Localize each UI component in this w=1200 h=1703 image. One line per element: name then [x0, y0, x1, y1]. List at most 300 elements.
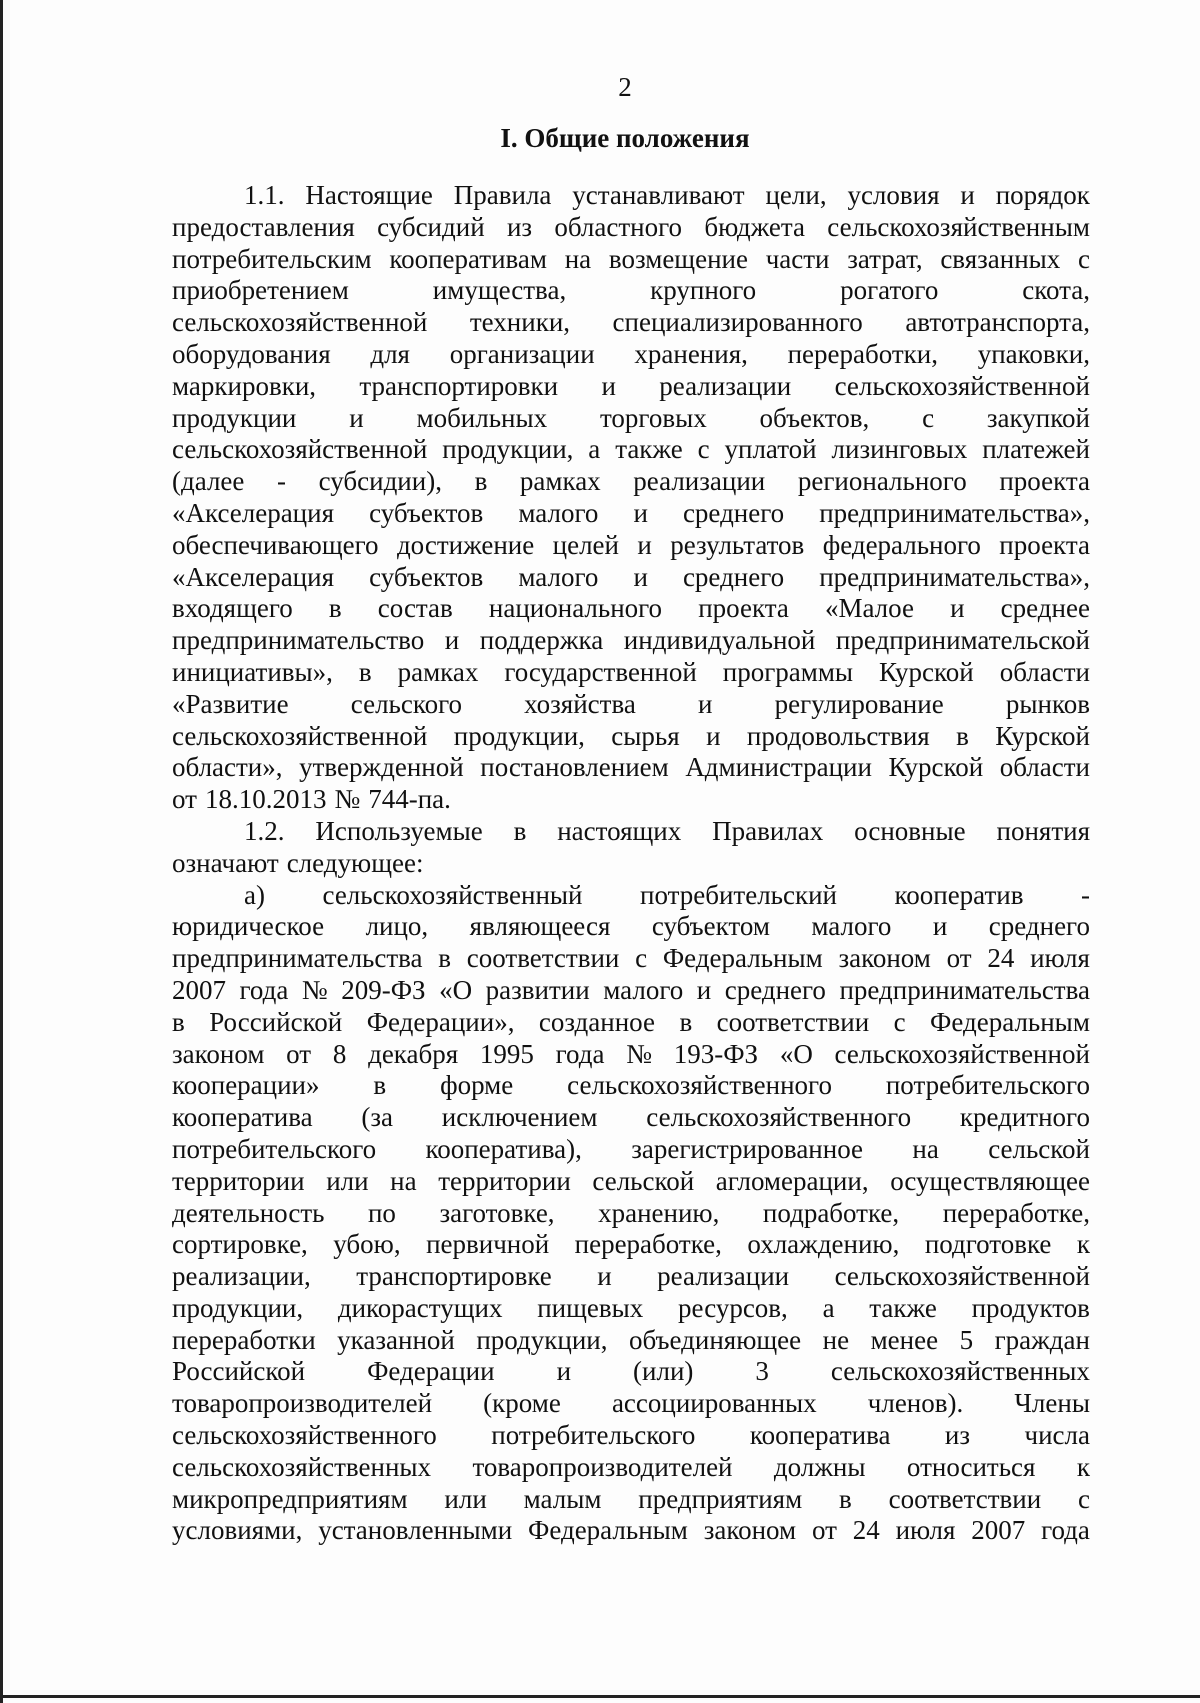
word: указанной — [337, 1324, 455, 1355]
word: крупного — [650, 275, 757, 306]
text-line — [172, 816, 1090, 848]
word: среднего — [682, 497, 785, 528]
word: оборудования — [172, 338, 331, 369]
word: декабря — [368, 1038, 459, 1069]
word: в — [839, 1483, 852, 1514]
word: и — [556, 1356, 572, 1387]
word: продукции, — [172, 1292, 304, 1323]
word: года — [1041, 1515, 1090, 1546]
word: относиться — [906, 1451, 1036, 1482]
scan-edge-left — [0, 0, 3, 1703]
word: индивидуальной — [623, 625, 816, 656]
word: также — [869, 1292, 937, 1323]
word: сельского — [350, 688, 462, 719]
word: июля — [1030, 943, 1090, 974]
word: регионального — [797, 466, 967, 497]
word: части — [765, 243, 830, 274]
word: продовольствия — [746, 720, 930, 751]
word: среднее — [1000, 593, 1090, 624]
word: достижение — [396, 529, 535, 560]
word: Настоящие — [305, 180, 433, 210]
text-line — [172, 721, 1090, 753]
word: области — [999, 752, 1090, 783]
word: законом — [703, 1515, 797, 1546]
word: малого — [811, 911, 892, 942]
word: или — [444, 1483, 487, 1514]
word: с — [922, 402, 935, 433]
word: из — [506, 211, 533, 242]
word: форме — [440, 1070, 514, 1101]
text-line — [172, 498, 1090, 530]
word: и — [950, 593, 965, 624]
word: Курской — [995, 720, 1090, 751]
word: сельскохозяйственных — [172, 1451, 432, 1482]
scan-edge-bottom — [0, 1695, 1200, 1698]
word: пищевых — [537, 1292, 644, 1323]
word: и — [633, 497, 648, 528]
word: кооператива — [172, 1102, 313, 1133]
word: понятия — [996, 815, 1090, 846]
word: товаропроизводителей — [472, 1451, 733, 1482]
word: с — [893, 1006, 906, 1037]
word: деятельность — [172, 1197, 325, 1228]
word: и — [698, 688, 713, 719]
word: территории — [172, 1165, 305, 1196]
text-line — [172, 943, 1090, 975]
word: первичной — [426, 1229, 550, 1260]
word: убою, — [333, 1229, 401, 1260]
word: сельскохозяйственной — [834, 1261, 1090, 1292]
word: юридическое — [172, 911, 325, 942]
word: предпринимательской — [835, 625, 1090, 656]
word: подработке, — [762, 1197, 900, 1228]
word: установленными — [318, 1515, 513, 1546]
word: в — [438, 943, 452, 974]
text-line — [172, 1420, 1090, 1452]
word: малого — [518, 497, 599, 528]
word: среднего — [724, 974, 826, 1005]
word: субъектов — [369, 497, 484, 528]
word: законом — [172, 1038, 265, 1069]
word: малым — [523, 1483, 602, 1514]
word: Федеральным — [662, 943, 823, 974]
document-body — [172, 180, 1090, 1547]
word: сортировке, — [172, 1229, 308, 1260]
word: «Малое — [824, 593, 914, 624]
word: 1995 — [479, 1038, 534, 1069]
word: хозяйства — [524, 688, 636, 719]
word: Федеральным — [528, 1515, 688, 1546]
word: и — [597, 1261, 612, 1292]
word: законом — [838, 943, 931, 974]
word: и — [696, 974, 712, 1005]
word: объединяющее — [628, 1324, 802, 1355]
word: в — [513, 815, 527, 846]
word: проекта — [698, 593, 789, 624]
word: года — [239, 974, 289, 1005]
word: обеспечивающего — [172, 529, 379, 560]
word: устанавливают — [572, 180, 745, 210]
word: 3 — [755, 1356, 769, 1387]
text-line — [172, 625, 1090, 657]
word: потребительского — [491, 1420, 696, 1451]
word: предпринимательства — [172, 943, 423, 974]
text-line — [172, 1134, 1090, 1166]
word: сырья — [611, 720, 680, 751]
word: предпринимательства», — [819, 561, 1090, 592]
word: Федерации — [367, 1356, 495, 1387]
word: сельскохозяйственной — [834, 1038, 1090, 1069]
text-line — [172, 1261, 1090, 1293]
word: области», — [172, 752, 283, 783]
word: членов). — [867, 1388, 964, 1419]
word: условия — [847, 180, 940, 210]
word: субсидий — [377, 211, 485, 242]
word: Российской — [172, 1356, 306, 1387]
word: основные — [854, 815, 966, 846]
word: инициативы», — [172, 656, 333, 687]
word: в — [172, 1006, 185, 1037]
page-number: 2 — [618, 72, 632, 102]
word: условиями, — [172, 1515, 303, 1546]
word: торговых — [599, 402, 707, 433]
word: субъектов — [369, 561, 484, 592]
word: (или) — [633, 1356, 694, 1387]
word: в — [956, 720, 969, 751]
word: в — [328, 593, 342, 624]
word: с — [697, 434, 710, 465]
word: маркировки, — [172, 370, 317, 401]
word: созданное — [538, 1006, 655, 1037]
word: территории — [438, 1165, 571, 1196]
word: возмещение — [608, 243, 748, 274]
word: сельской — [592, 1165, 695, 1196]
word: 18.10.2013 — [204, 784, 327, 815]
text-line — [172, 1039, 1090, 1071]
word: областного — [554, 211, 683, 242]
word: постановлением — [480, 752, 669, 783]
word: 1.2. — [244, 815, 285, 846]
text-line — [172, 1070, 1090, 1102]
word: микропредприятиям — [172, 1483, 408, 1514]
text-line — [172, 434, 1090, 466]
word: 2007 — [971, 1515, 1026, 1546]
word: реализации — [633, 466, 766, 497]
word: сельскохозяйственной — [172, 307, 428, 338]
word: и — [706, 720, 721, 751]
word: платежей — [982, 434, 1090, 465]
word: порядок — [995, 180, 1090, 210]
word: агломерации, — [715, 1165, 869, 1196]
word: утвержденной — [299, 752, 464, 783]
word: предприятиям — [638, 1483, 803, 1514]
word: кредитного — [959, 1102, 1090, 1133]
word: федерального — [822, 529, 981, 560]
text-line — [172, 403, 1090, 435]
text-line — [172, 1229, 1090, 1261]
word: с — [635, 943, 648, 974]
word: 8 — [332, 1038, 347, 1069]
word: переработке, — [574, 1229, 722, 1260]
word: лизинговых — [831, 434, 968, 465]
word: «Развитие — [172, 688, 289, 719]
text-line — [172, 180, 1090, 212]
word: от — [946, 943, 972, 974]
word: менее — [870, 1324, 939, 1355]
word: от — [286, 1038, 312, 1069]
word: сельскохозяйственного — [646, 1102, 912, 1133]
text-line — [172, 1198, 1090, 1230]
word: соответствии — [888, 1483, 1042, 1514]
word: малого — [603, 974, 684, 1005]
text-line — [172, 880, 1090, 912]
word: целей — [552, 529, 619, 560]
word: настоящих — [557, 815, 682, 846]
word: рогатого — [840, 275, 939, 306]
word: кооператива), — [425, 1133, 582, 1164]
word: затрат, — [847, 243, 923, 274]
word: к — [1076, 1451, 1090, 1482]
word: на — [390, 1165, 417, 1196]
word: Российской — [209, 1006, 343, 1037]
word: года — [555, 1038, 605, 1069]
word: также — [615, 434, 683, 465]
word: рынков — [1005, 688, 1090, 719]
word: 193-ФЗ — [673, 1038, 759, 1069]
word: (за — [361, 1102, 394, 1133]
word: 744-па. — [368, 784, 451, 815]
word: субъектом — [651, 911, 770, 942]
word: - — [1080, 879, 1090, 910]
word: по — [367, 1197, 396, 1228]
word: среднего — [988, 911, 1090, 942]
word: бюджета — [704, 211, 805, 242]
word: закупкой — [986, 402, 1090, 433]
word: июля — [895, 1515, 956, 1546]
word: потребительского — [885, 1070, 1090, 1101]
word: означают — [172, 847, 279, 878]
word: от — [172, 784, 197, 815]
word: с — [1078, 1483, 1090, 1514]
word: приобретением — [172, 275, 349, 306]
word: сельской — [988, 1133, 1090, 1164]
word: кооперации» — [172, 1070, 320, 1101]
word: а) — [244, 879, 265, 910]
word: 1.1. — [244, 180, 285, 210]
word: предпринимательства», — [819, 497, 1090, 528]
word: охлаждению, — [747, 1229, 900, 1260]
word: «Акселерация — [172, 497, 334, 528]
word: а — [822, 1292, 835, 1323]
text-line — [172, 1484, 1090, 1516]
word: кооператив — [894, 879, 1024, 910]
word: и — [633, 561, 648, 592]
word: из — [944, 1420, 971, 1451]
word: Курской — [879, 656, 974, 687]
text-line — [172, 212, 1090, 244]
word: автотранспорта, — [905, 307, 1090, 338]
word: реализации — [657, 1261, 790, 1292]
word: а — [588, 434, 601, 465]
word: сельскохозяйственной — [172, 434, 428, 465]
word: результатов — [670, 529, 805, 560]
word: Администрации — [685, 752, 872, 783]
word: среднего — [682, 561, 785, 592]
word: ассоциированных — [611, 1388, 817, 1419]
word: субсидии), — [318, 466, 442, 497]
word: сельскохозяйственного — [567, 1070, 832, 1101]
word: развитии — [485, 974, 590, 1005]
word: государственной — [504, 656, 697, 687]
word: от — [811, 1515, 837, 1546]
word: № — [626, 1038, 652, 1069]
word: поддержка — [479, 625, 604, 656]
word: Члены — [1014, 1388, 1090, 1419]
word: и — [601, 370, 616, 401]
word: связанных — [940, 243, 1061, 274]
word: проекта — [999, 466, 1090, 497]
text-line — [172, 244, 1090, 276]
word: продукции, — [442, 434, 574, 465]
word: реализации, — [172, 1261, 311, 1292]
word: транспортировки — [359, 370, 559, 401]
word: кооператива — [749, 1420, 891, 1451]
word: числа — [1024, 1420, 1090, 1451]
word: № — [301, 974, 328, 1005]
text-line — [172, 784, 1090, 816]
word: 2007 — [172, 974, 226, 1005]
word: заготовке, — [439, 1197, 555, 1228]
word: переработки, — [787, 338, 938, 369]
word: объектов, — [759, 402, 870, 433]
word: соответствии — [716, 1006, 870, 1037]
word: и — [444, 625, 460, 656]
text-line — [172, 371, 1090, 403]
word: скота, — [1022, 275, 1090, 306]
text-line — [172, 275, 1090, 307]
word: цели, — [765, 180, 827, 210]
word: к — [1076, 1229, 1090, 1260]
word: сельскохозяйственным — [827, 211, 1090, 242]
word: не — [822, 1324, 850, 1355]
word: ресурсов, — [678, 1292, 788, 1323]
word: зарегистрированное — [631, 1133, 864, 1164]
word: сельскохозяйственной — [172, 720, 428, 751]
word: в — [358, 656, 372, 687]
word: Федерации», — [366, 1006, 515, 1037]
word: кооперативам — [389, 243, 548, 274]
word: потребительского — [172, 1133, 377, 1164]
word: в — [474, 466, 488, 497]
word: продуктов — [971, 1292, 1090, 1323]
word: или — [326, 1165, 369, 1196]
word: в — [373, 1070, 387, 1101]
word: упаковки, — [977, 338, 1090, 369]
word: на — [912, 1133, 939, 1164]
word: национального — [488, 593, 663, 624]
text-line — [172, 307, 1090, 339]
word: малого — [518, 561, 599, 592]
text-line — [172, 1452, 1090, 1484]
word: и — [932, 911, 948, 942]
word: 5 — [959, 1324, 974, 1355]
word: имущества, — [432, 275, 567, 306]
word: «О — [779, 1038, 813, 1069]
word: предоставления — [172, 211, 355, 242]
text-line — [172, 1007, 1090, 1039]
word: на — [564, 243, 592, 274]
word: Курской — [888, 752, 984, 783]
text-line — [172, 848, 1090, 880]
word: исключением — [441, 1102, 598, 1133]
word: Правила — [453, 180, 552, 210]
section-heading: I. Общие положения — [500, 123, 750, 153]
word: граждан — [994, 1324, 1090, 1355]
word: должны — [773, 1451, 866, 1482]
word: рамках — [397, 656, 479, 687]
word: транспортировке — [356, 1261, 552, 1292]
word: № — [334, 784, 361, 815]
word: Используемые — [315, 815, 483, 846]
word: соответствии — [466, 943, 620, 974]
word: техники, — [469, 307, 571, 338]
word: являющееся — [469, 911, 611, 942]
word: с — [1078, 243, 1090, 274]
word: регулирование — [774, 688, 944, 719]
word: реализации — [659, 370, 792, 401]
text-line — [172, 339, 1090, 371]
text-line — [172, 562, 1090, 594]
text-line — [172, 466, 1090, 498]
word: 24 — [852, 1515, 880, 1546]
word: переработки — [172, 1324, 316, 1355]
word: Правилах — [712, 815, 824, 846]
word: подготовке — [924, 1229, 1052, 1260]
word: в — [679, 1006, 693, 1037]
word: области — [999, 656, 1090, 687]
text-line — [172, 657, 1090, 689]
word: программы — [722, 656, 854, 687]
text-line — [172, 1325, 1090, 1357]
text-line — [172, 1166, 1090, 1198]
word: проекта — [999, 529, 1090, 560]
word: (кроме — [483, 1388, 561, 1419]
word: товаропроизводителей — [172, 1388, 433, 1419]
word: рамках — [519, 466, 601, 497]
word: «Акселерация — [172, 561, 334, 592]
word: входящего — [172, 593, 293, 624]
text-line — [172, 530, 1090, 562]
word: предпринимательства — [839, 974, 1090, 1005]
text-line — [172, 1293, 1090, 1325]
word: и — [960, 180, 975, 210]
word: специализированного — [612, 307, 863, 338]
word: сельскохозяйственной — [834, 370, 1090, 401]
word: сельскохозяйственных — [830, 1356, 1090, 1387]
word: хранению, — [598, 1197, 720, 1228]
word: 209-ФЗ — [341, 974, 426, 1005]
word: Федеральным — [930, 1006, 1090, 1037]
word: (далее — [172, 466, 245, 497]
word: дикорастущих — [337, 1292, 503, 1323]
word: уплатой — [724, 434, 817, 465]
text-line — [172, 1515, 1090, 1547]
word: организации — [449, 338, 595, 369]
text-line — [172, 593, 1090, 625]
word: осуществляющее — [890, 1165, 1090, 1196]
word: мобильных — [416, 402, 548, 433]
word: потребительский — [640, 879, 837, 910]
